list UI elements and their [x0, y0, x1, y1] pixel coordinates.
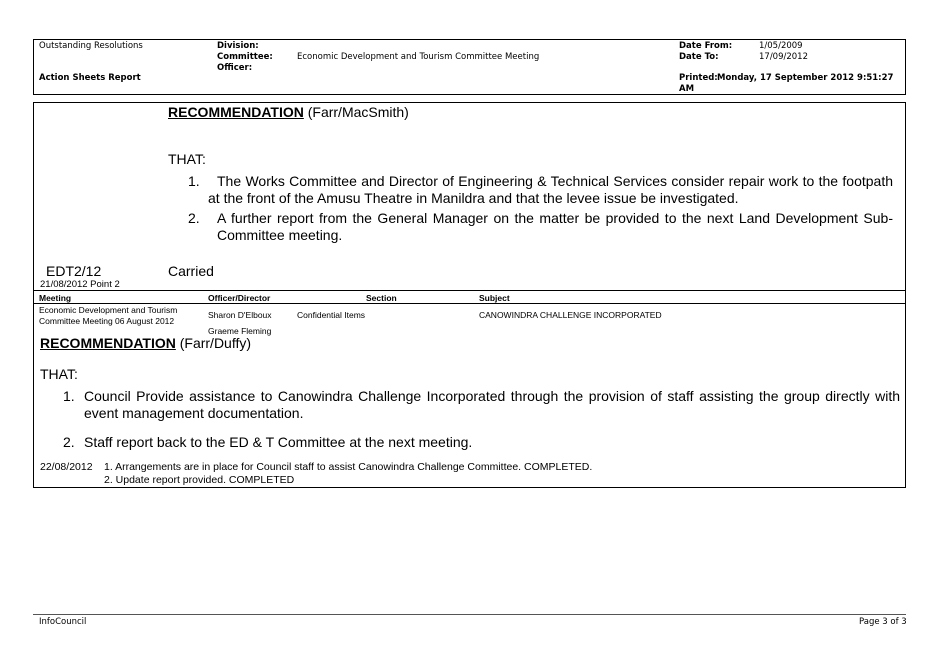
footer-app-name: InfoCouncil [39, 617, 87, 627]
recommendation-2-movers: (Farr/Duffy) [179, 335, 252, 351]
printed-label: Printed: [679, 73, 718, 83]
committee-label: Committee: [217, 52, 273, 62]
printed-value-cont: AM [679, 84, 695, 94]
row-officer-2: Graeme Fleming [208, 326, 272, 336]
col-meeting: Meeting [39, 293, 72, 303]
item-ref: EDT2/12 [46, 263, 102, 279]
col-subject: Subject [479, 293, 510, 303]
table-top-rule [33, 290, 906, 291]
point-1-1-num: 1. [188, 173, 200, 189]
committee-value: Economic Development and Tourism Committee Meeting [297, 52, 540, 62]
report-type: Outstanding Resolutions [39, 41, 143, 51]
col-officer: Officer/Director [208, 293, 271, 303]
division-label: Division: [217, 41, 259, 51]
item-ref-date: 21/08/2012 Point 2 [40, 279, 120, 290]
that-2: THAT: [40, 366, 78, 382]
point-2-2-num: 2. [63, 434, 75, 450]
that-1: THAT: [168, 151, 206, 167]
item-status: Carried [168, 263, 214, 279]
recommendation-1 [168, 104, 409, 120]
date-from-label: Date From: [679, 41, 733, 51]
report-name: Action Sheets Report [39, 73, 141, 83]
date-to-label: Date To: [679, 52, 719, 62]
col-section: Section [366, 293, 397, 303]
point-2-1-text: Council Provide assistance to Canowindra Challenge Incorporated through the provision of staff assisting the group directly with event management documentation. [84, 388, 900, 421]
action-line-2: 2. Update report provided. COMPLETED [104, 474, 295, 486]
printed-value: Monday, 17 September 2012 9:51:27 [717, 73, 894, 83]
date-to-value: 17/09/2012 [759, 52, 808, 62]
point-2-1-num: 1. [63, 388, 75, 404]
row-meeting-line1: Economic Development and Tourism [39, 305, 178, 315]
date-from-value: 1/05/2009 [759, 41, 803, 51]
officer-label: Officer: [217, 63, 253, 73]
row-meeting-line2: Committee Meeting 06 August 2012 [39, 316, 175, 326]
action-sheet-body [33, 102, 906, 488]
recommendation-1-heading: RECOMMENDATION [168, 104, 304, 120]
point-1-2-num: 2. [188, 210, 200, 226]
recommendation-2-heading: RECOMMENDATION [40, 335, 176, 351]
row-subject: CANOWINDRA CHALLENGE INCORPORATED [479, 310, 662, 320]
point-1-1-text: The Works Committee and Director of Engineering & Technical Services consider repair work to the footpath at the front of the Amusu Theatre in Manildra and that the levee issue be investigated. [208, 173, 893, 206]
action-line-1: 1. Arrangements are in place for Council staff to assist Canowindra Challenge Committee. COMPLETED. [104, 461, 593, 473]
point-2-2-text: Staff report back to the ED & T Committee at the next meeting. [84, 434, 473, 450]
point-1-2-text: A further report from the General Manager on the matter be provided to the next Land Development Sub-Committee meeting. [217, 210, 893, 243]
table-header-rule [33, 303, 906, 304]
recommendation-2 [40, 335, 251, 351]
action-date: 22/08/2012 [40, 461, 93, 473]
row-section: Confidential Items [297, 310, 366, 320]
footer-rule [33, 614, 906, 615]
row-officer-1: Sharon D'Elboux [208, 310, 272, 320]
recommendation-1-movers: (Farr/MacSmith) [307, 104, 409, 120]
footer-page-number: Page 3 of 3 [859, 617, 907, 627]
